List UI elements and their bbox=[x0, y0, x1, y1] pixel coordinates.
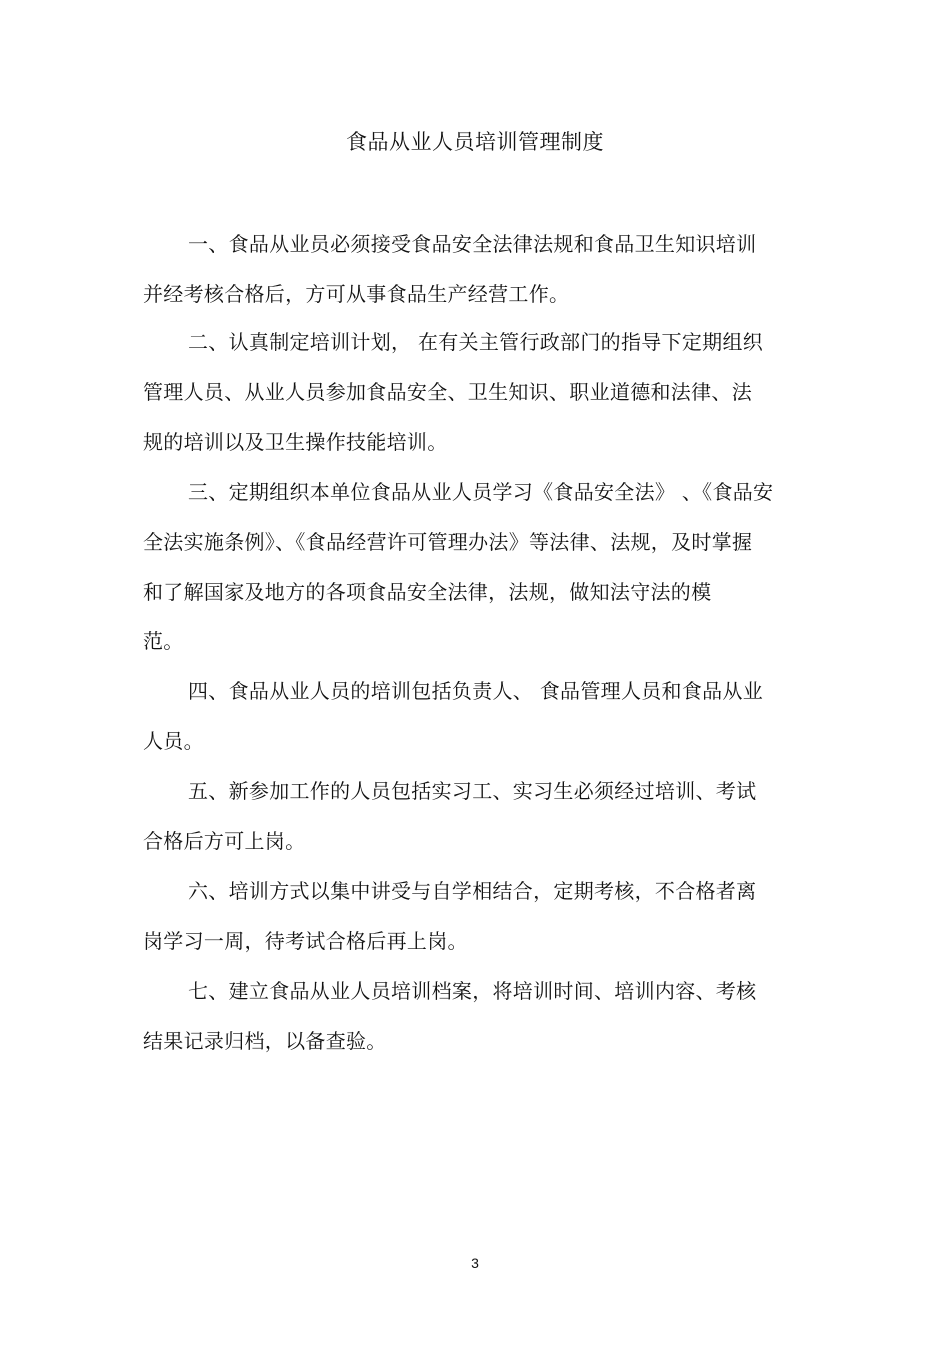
text-line: 结果记录归档，以备查验。 bbox=[143, 1029, 387, 1053]
text-line: 人员。 bbox=[143, 729, 204, 753]
text-line: 四、食品从业人员的培训包括负责人、 食品管理人员和食品从业 bbox=[188, 679, 764, 703]
text-line: 一、食品从业员必须接受食品安全法律法规和食品卫生知识培训 bbox=[188, 232, 757, 256]
text-line: 七、建立食品从业人员培训档案，将培训时间、培训内容、考核 bbox=[188, 979, 757, 1003]
text-line: 六、培训方式以集中讲受与自学相结合，定期考核，不合格者离 bbox=[188, 879, 757, 903]
text-line: 范。 bbox=[143, 629, 184, 653]
text-line: 合格后方可上岗。 bbox=[143, 829, 306, 853]
text-line: 并经考核合格后，方可从事食品生产经营工作。 bbox=[143, 282, 570, 306]
text-line: 三、定期组织本单位食品从业人员学习《食品安全法》 、《食品安 bbox=[188, 480, 774, 504]
document-title: 食品从业人员培训管理制度 bbox=[346, 130, 604, 154]
text-line: 岗学习一周，待考试合格后再上岗。 bbox=[143, 929, 468, 953]
text-line: 规的培训以及卫生操作技能培训。 bbox=[143, 430, 448, 454]
page-number: 3 bbox=[471, 1255, 479, 1271]
text-line: 五、新参加工作的人员包括实习工、实习生必须经过培训、考试 bbox=[188, 779, 757, 803]
text-line: 和了解国家及地方的各项食品安全法律，法规，做知法守法的模 bbox=[143, 580, 712, 604]
text-line: 全法实施条例》、《食品经营许可管理办法》等法律、法规，及时掌握 bbox=[143, 530, 753, 554]
text-line: 管理人员、从业人员参加食品安全、卫生知识、职业道德和法律、法 bbox=[143, 380, 752, 404]
text-line: 二、认真制定培训计划， 在有关主管行政部门的指导下定期组织 bbox=[188, 330, 764, 354]
